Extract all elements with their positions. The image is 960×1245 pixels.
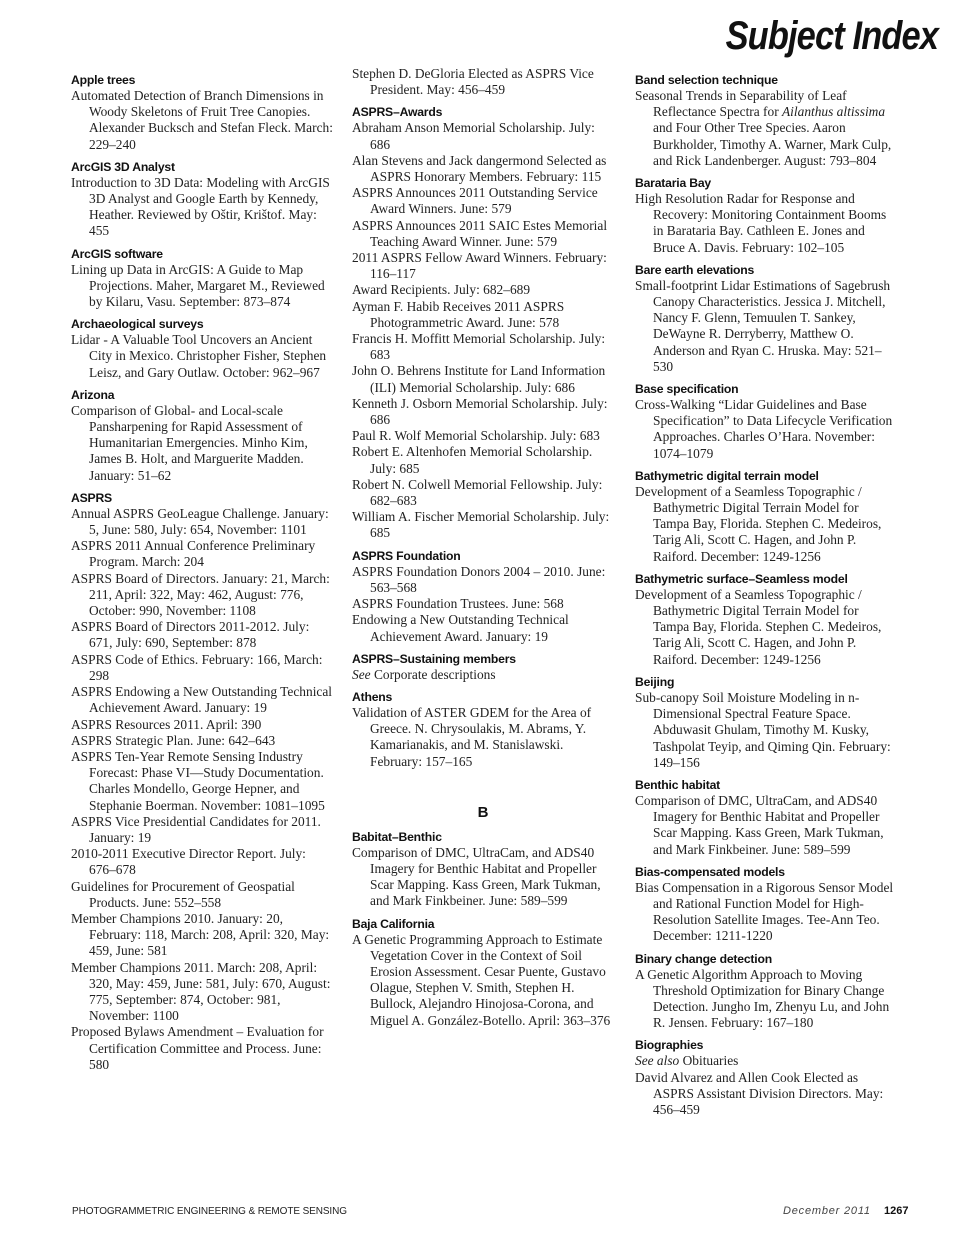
index-heading: Band selection technique bbox=[635, 73, 778, 87]
index-entry: Stephen D. DeGloria Elected as ASPRS Vice President. May: 456–459 bbox=[352, 66, 594, 98]
index-entry: William A. Fischer Memorial Scholarship. July: 685 bbox=[352, 509, 610, 541]
index-column-1 bbox=[71, 66, 333, 1073]
index-entry: Francis H. Moffitt Memorial Scholarship. July: 683 bbox=[352, 331, 606, 363]
index-column-2 bbox=[352, 66, 614, 1029]
index-entry: Annual ASPRS GeoLeague Challenge. January: 5, June: 580, July: 654, November: 1101 bbox=[71, 505, 329, 538]
index-entry: Abraham Anson Memorial Scholarship. July: 686 bbox=[352, 120, 595, 152]
index-heading: ASPRS–Awards bbox=[352, 105, 443, 120]
index-heading: Biographies bbox=[635, 1038, 704, 1053]
index-entry: ASPRS Strategic Plan. June: 642–643 bbox=[71, 732, 276, 748]
index-heading: ArcGIS 3D Analyst bbox=[71, 159, 175, 174]
index-heading: Barataria Bay bbox=[635, 176, 711, 191]
index-entry: Proposed Bylaws Amendment – Evaluation for Certification Committee and Process. June: 580 bbox=[71, 1024, 324, 1072]
index-entry: ASPRS Foundation Trustees. June: 568 bbox=[352, 596, 564, 612]
species-name: Ailanthus altissima bbox=[782, 104, 886, 120]
index-entry: Cross-Walking “Lidar Guidelines and Base Specification” to Data Lifecycle Verification Approaches. Charles O’Hara. November: 1074–1079 bbox=[635, 397, 893, 461]
index-entry: ASPRS Board of Directors 2011-2012. July: 671, July: 690, September: 878 bbox=[71, 619, 310, 651]
index-entry: A Genetic Programming Approach to Estimate Vegetation Cover in the Context of Soil Erosion Assessment. Cesar Puente, Gustavo Olague, Stephen V. Smith, Stephen H. Bullock, Alejandro Hinojosa-Corona, and Miguel A. González-Botello. April: 363–376 bbox=[352, 931, 611, 1028]
index-entry: Paul R. Wolf Memorial Scholarship. July: 683 bbox=[352, 428, 600, 444]
index-entry: ASPRS Announces 2011 Outstanding Service Award Winners. June: 579 bbox=[352, 185, 598, 217]
index-entry: Validation of ASTER GDEM for the Area of Greece. N. Chrysoulakis, M. Abrams, Y. Kamarianakis, and M. Stanislawski. February: 157–165 bbox=[352, 704, 592, 769]
see-target: Corporate descriptions bbox=[370, 666, 496, 682]
index-heading: Baja California bbox=[352, 916, 435, 931]
index-heading: Arizona bbox=[71, 387, 115, 402]
index-column-3 bbox=[635, 66, 897, 1118]
index-entry: Member Champions 2011. March: 208, April: 320, May: 459, June: 581, July: 670, August: 775, September: 874, October: 981, November: 1100 bbox=[71, 959, 331, 1024]
index-entry: Bias Compensation in a Rigorous Sensor Model and Rational Function Model for High-Resolution Satellite Images. Tee-Ann Teo. December: 1211-1220 bbox=[635, 879, 894, 944]
index-entry: ASPRS Resources 2011. April: 390 bbox=[71, 716, 262, 732]
index-entry: Comparison of Global- and Local-scale Pansharpening for Rapid Assessment of Humanitarian Emergencies. Minho Kim, James B. Holt, and Marguerite Madden. January: 51–62 bbox=[71, 402, 308, 483]
index-entry: Development of a Seamless Topographic / Bathymetric Digital Terrain Model for Tampa Bay, Florida. Stephen C. Medeiros, Tarig Ali, Scott C. Hagen, and John P. Raiford. December: 1249-1256 bbox=[635, 586, 882, 667]
footer-journal: PHOTOGRAMMETRIC ENGINEERING & REMOTE SENSING bbox=[72, 1206, 347, 1217]
index-entry: Automated Detection of Branch Dimensions in Woody Skeletons of Fruit Tree Canopies. Alexander Bucksch and Stefan Fleck. March: 229–240 bbox=[71, 88, 333, 152]
index-heading: Bare earth elevations bbox=[635, 262, 755, 277]
see-target: Obituaries bbox=[679, 1053, 739, 1069]
index-entry: Lining up Data in ArcGIS: A Guide to Map Projections. Maher, Margaret M., Reviewed by Kilaru, Vasu. September: 873–874 bbox=[71, 261, 325, 310]
index-entry: Lidar - A Valuable Tool Uncovers an Ancient City in Mexico. Christopher Fisher, Stephen Leisz, and Gary Outlaw. October: 962–967 bbox=[71, 332, 327, 380]
index-heading: Bias-compensated models bbox=[635, 864, 785, 879]
index-heading: ASPRS bbox=[71, 490, 112, 505]
section-letter: B bbox=[477, 803, 489, 821]
entry-text: Seasonal Trends in Separability of Leaf Reflectance Spectra for bbox=[635, 88, 847, 120]
index-entry: High Resolution Radar for Response and Recovery: Monitoring Containment Booms in Barataria Bay. Cathleen E. Jones and Bruce A. Davis. February: 102–105 bbox=[635, 191, 887, 255]
see-label: See bbox=[352, 666, 371, 682]
entry-text: and Four Other Tree Species. Aaron Burkholder, Timothy A. Warner, Mark Culp, and Rick Landenberger. August: 793–804 bbox=[653, 120, 892, 168]
index-heading: ASPRS Foundation bbox=[352, 548, 461, 563]
index-heading: Apple trees bbox=[71, 73, 136, 87]
cross-reference bbox=[352, 667, 614, 683]
index-entry: Member Champions 2010. January: 20, February: 118, March: 208, April: 320, May: 459, June: 581 bbox=[71, 910, 330, 959]
index-entry: 2010-2011 Executive Director Report. July: 676–678 bbox=[71, 846, 306, 878]
page-number: 1267 bbox=[884, 1205, 909, 1217]
index-heading: Bathymetric surface–Seamless model bbox=[635, 571, 848, 586]
index-entry: ASPRS Ten-Year Remote Sensing Industry Forecast: Phase VI—Study Documentation. Charles Mondello, George Hepner, and Stephanie Boerman. November: 1081–1095 bbox=[71, 748, 325, 813]
index-entry: ASPRS Vice Presidential Candidates for 2011. January: 19 bbox=[71, 813, 321, 845]
index-entry: 2011 ASPRS Fellow Award Winners. February: 116–117 bbox=[352, 250, 607, 282]
index-heading: Bathymetric digital terrain model bbox=[635, 468, 819, 483]
index-entry: Ayman F. Habib Receives 2011 ASPRS Photogrammetric Award. June: 578 bbox=[352, 298, 565, 330]
index-heading: Binary change detection bbox=[635, 951, 772, 966]
index-entry: Sub-canopy Soil Moisture Modeling in n-Dimensional Spectral Feature Space. Abduwasit Ghulam, Timothy M. Kusky, Tashpolat Teyip, and Qiming Qin. February: 149–156 bbox=[635, 689, 891, 770]
index-heading: Base specification bbox=[635, 382, 739, 397]
index-entry: ASPRS Board of Directors. January: 21, March: 211, April: 322, May: 462, August: 776, October: 990, November: 1108 bbox=[71, 570, 330, 619]
page-title: Subject Index bbox=[725, 14, 938, 58]
index-entry: A Genetic Algorithm Approach to Moving Threshold Optimization for Binary Change Detection. Jungho Im, Zhenyu Lu, and John R. Jensen. February: 167–180 bbox=[635, 966, 890, 1031]
index-entry: ASPRS Announces 2011 SAIC Estes Memorial Teaching Award Winner. June: 579 bbox=[352, 217, 608, 249]
index-heading: Archaeological surveys bbox=[71, 317, 204, 332]
index-heading: Athens bbox=[352, 689, 393, 704]
index-entry: ASPRS Foundation Donors 2004 – 2010. June: 563–568 bbox=[352, 563, 606, 595]
index-entry: Small-footprint Lidar Estimations of Sagebrush Canopy Characteristics. Jessica J. Mitchell, Nancy F. Glenn, Temuulen T. Sankey, DeWayne R. Derryberry, Matthew O. Anderson and Ryan C. Hruska. May: 521–530 bbox=[635, 277, 891, 374]
index-entry: ASPRS Code of Ethics. February: 166, March: 298 bbox=[71, 651, 323, 683]
index-entry: Award Recipients. July: 682–689 bbox=[352, 282, 531, 298]
see-label: See also bbox=[635, 1053, 680, 1069]
index-heading: Babitat–Benthic bbox=[352, 829, 442, 844]
index-entry: Alan Stevens and Jack dangermond Selected as ASPRS Honorary Members. February: 115 bbox=[352, 152, 607, 185]
index-entry: ASPRS 2011 Annual Conference Preliminary Program. March: 204 bbox=[71, 538, 316, 570]
index-entry: Guidelines for Procurement of Geospatial Products. June: 552–558 bbox=[71, 878, 295, 910]
index-heading: ASPRS–Sustaining members bbox=[352, 651, 516, 666]
index-heading: Beijing bbox=[635, 674, 675, 689]
index-entry: Robert N. Colwell Memorial Fellowship. July: 682–683 bbox=[352, 476, 603, 509]
index-entry: Endowing a New Outstanding Technical Achievement Award. January: 19 bbox=[352, 612, 569, 644]
index-entry: Robert E. Altenhofen Memorial Scholarship. July: 685 bbox=[352, 444, 593, 476]
index-entry: Kenneth J. Osborn Memorial Scholarship. July: 686 bbox=[352, 395, 608, 428]
index-entry: Introduction to 3D Data: Modeling with ArcGIS 3D Analyst and Google Earth by Kennedy, Heather. Reviewed by Oštir, Krištof. May: 455 bbox=[71, 174, 330, 239]
index-entry bbox=[635, 88, 897, 169]
index-heading: ArcGIS software bbox=[71, 246, 163, 261]
footer-date: December 2011 bbox=[783, 1205, 871, 1217]
index-entry: Comparison of DMC, UltraCam, and ADS40 Imagery for Benthic Habitat and Propeller Scar Mapping. Kass Green, Mark Tukman, and Mark Finkbeiner. June: 589–599 bbox=[635, 792, 884, 857]
index-entry: ASPRS Endowing a New Outstanding Technical Achievement Award. January: 19 bbox=[71, 684, 333, 716]
index-entry: David Alvarez and Allen Cook Elected as ASPRS Assistant Division Directors. May: 456–459 bbox=[635, 1069, 884, 1117]
index-heading: Benthic habitat bbox=[635, 777, 721, 792]
cross-reference bbox=[635, 1053, 897, 1069]
index-entry: Comparison of DMC, UltraCam, and ADS40 Imagery for Benthic Habitat and Propeller Scar Mapping. Kass Green, Mark Tukman, and Mark Finkbeiner. June: 589–599 bbox=[352, 844, 601, 909]
index-entry: John O. Behrens Institute for Land Information (ILI) Memorial Scholarship. July: 686 bbox=[352, 363, 606, 395]
index-entry: Development of a Seamless Topographic / Bathymetric Digital Terrain Model for Tampa Bay, Florida. Stephen C. Medeiros, Tarig Ali, Scott C. Hagen, and John P. Raiford. December: 1249-1256 bbox=[635, 483, 882, 564]
